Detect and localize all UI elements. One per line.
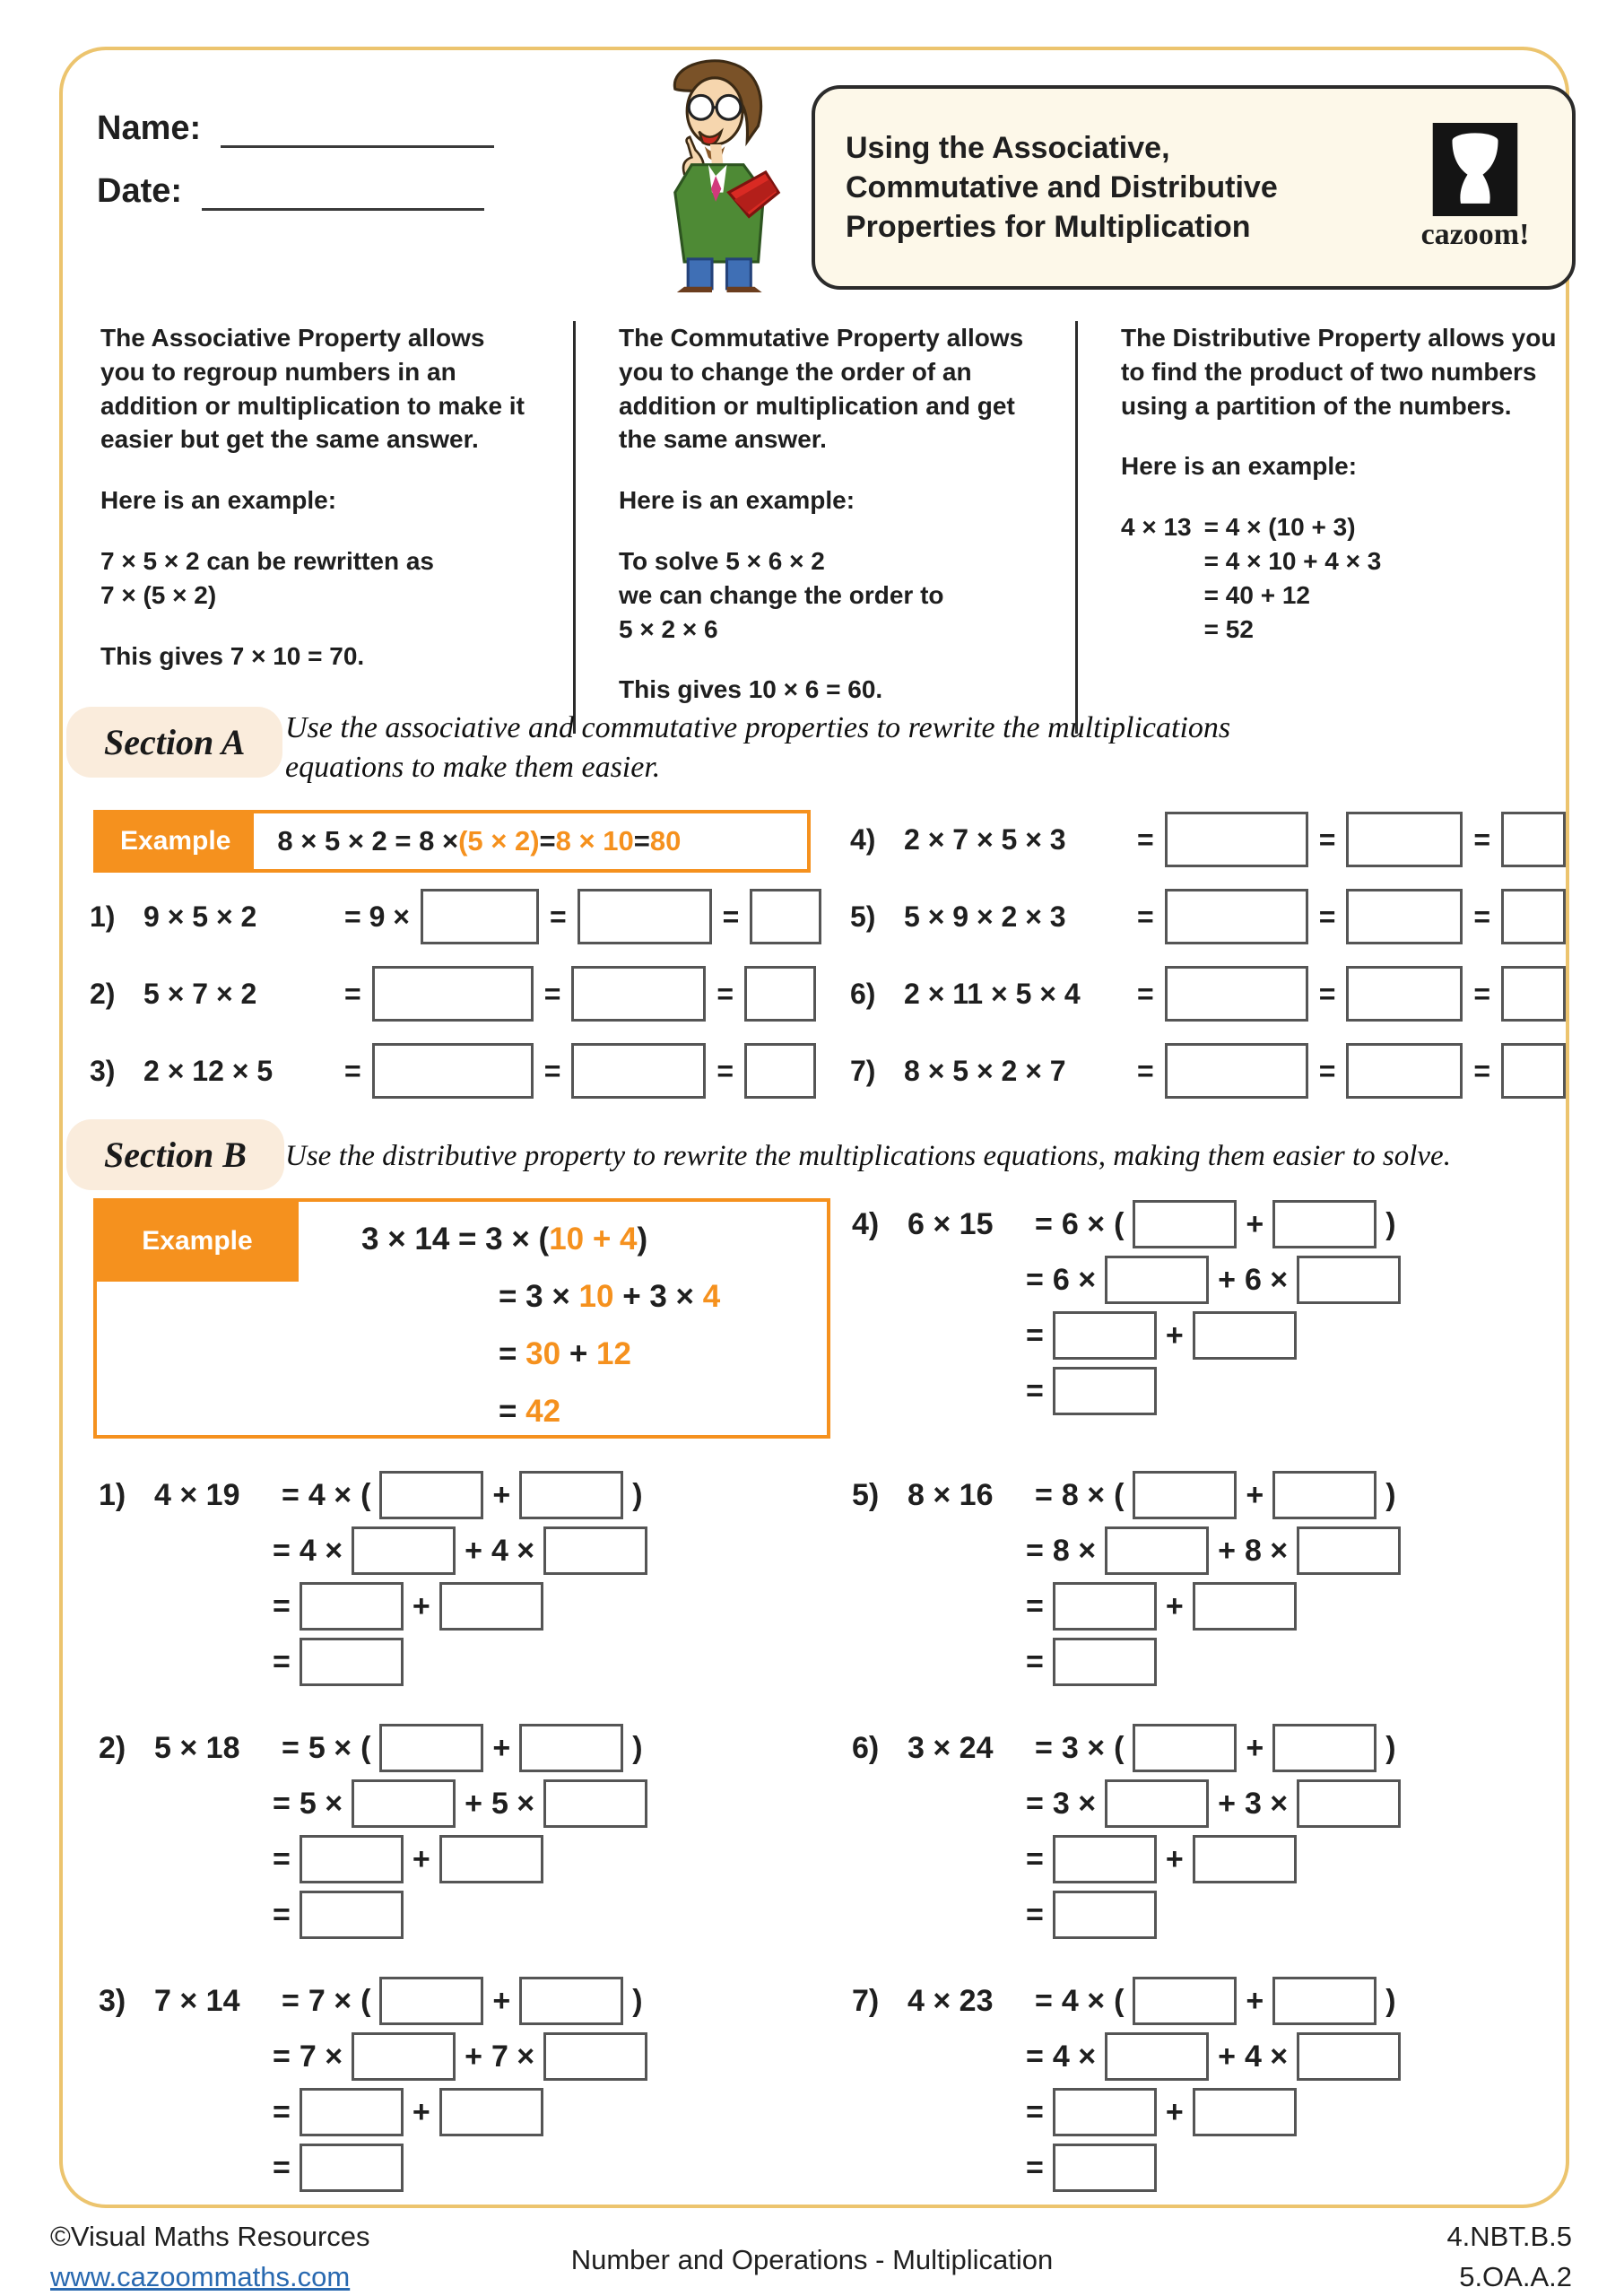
equals-sign: =	[273, 1786, 291, 1821]
answer-box[interactable]	[1346, 1043, 1463, 1099]
answer-box[interactable]	[1193, 1835, 1297, 1883]
multiplier: 4 ×	[1052, 2039, 1097, 2074]
equals-sign: =	[273, 2094, 291, 2129]
section-b-example-box	[93, 1198, 830, 1439]
plus-sign: +	[465, 1533, 482, 1568]
section-b-problem-6	[852, 1724, 1401, 1946]
plus-sign: +	[1165, 1588, 1184, 1623]
open-paren: (	[360, 1730, 371, 1765]
equals-prefix: =	[1137, 1054, 1154, 1087]
equals-prefix: =	[1137, 977, 1154, 1010]
plus-sign: +	[492, 1983, 511, 2018]
name-field	[97, 109, 494, 148]
problem-number: 3)	[99, 1983, 126, 2018]
multiplier: 3 ×	[1061, 1730, 1106, 1765]
section-b-problem-4	[852, 1200, 1401, 1422]
answer-box[interactable]	[1501, 966, 1566, 1022]
multiplier: 8 ×	[1052, 1533, 1097, 1568]
problem-number: 4)	[850, 822, 876, 856]
answer-box[interactable]	[1165, 889, 1308, 944]
section-a-problem-1	[90, 889, 821, 944]
close-paren: )	[632, 1730, 643, 1765]
equals-sign: =	[273, 1533, 291, 1568]
problem-number: 1)	[90, 900, 116, 933]
section-a-example-box	[93, 810, 811, 873]
answer-box[interactable]	[1297, 1526, 1401, 1575]
answer-box[interactable]	[1053, 1891, 1157, 1939]
answer-box[interactable]	[1105, 1779, 1209, 1828]
problem-number: 3)	[90, 1054, 116, 1087]
worksheet-title: Using the Associative, Commutative and Distributive Properties for Multiplication	[846, 130, 1278, 245]
standard-code-1: 4.NBT.B.5	[1446, 2221, 1572, 2252]
open-paren: (	[1114, 1206, 1125, 1241]
problem-number: 5)	[852, 1477, 880, 1512]
multiplier: 8 ×	[1244, 1533, 1289, 1568]
plus-sign: +	[492, 1730, 511, 1765]
answer-box[interactable]	[744, 1043, 816, 1099]
worksheet-title-box	[812, 85, 1576, 290]
section-a-example-equation: 8 × 5 × 2 = 8 × (5 × 2) = 8 × 10 = 80	[277, 825, 682, 857]
equals-sign: =	[1026, 1262, 1044, 1297]
answer-box[interactable]	[379, 1977, 483, 2025]
answer-box[interactable]	[1193, 1311, 1297, 1360]
equals-sign: =	[273, 1644, 291, 1679]
date-input-line[interactable]	[202, 172, 484, 211]
cazoom-logo-word: cazoom!	[1420, 218, 1530, 251]
section-b-problem-5	[852, 1471, 1401, 1693]
answer-box[interactable]	[578, 889, 712, 944]
answer-box[interactable]	[421, 889, 539, 944]
equals-sign: =	[1026, 2039, 1044, 2074]
problem-expression: 5 × 7 × 2	[143, 977, 257, 1010]
problem-expression: 2 × 7 × 5 × 3	[904, 822, 1066, 856]
equals-sign: =	[1026, 2094, 1044, 2129]
answer-box[interactable]	[1053, 2088, 1157, 2136]
answer-box[interactable]	[543, 1526, 647, 1575]
open-paren: (	[1114, 1730, 1125, 1765]
answer-box[interactable]	[1272, 1471, 1376, 1519]
problem-number: 7)	[852, 1983, 880, 2018]
answer-box[interactable]	[1105, 1256, 1209, 1304]
plus-sign: +	[465, 1786, 482, 1821]
answer-box[interactable]	[1133, 1977, 1237, 2025]
plus-sign: +	[1165, 1318, 1184, 1352]
equals-sign: =	[549, 900, 567, 933]
section-b-problem-3	[99, 1977, 647, 2199]
answer-box[interactable]	[300, 2144, 404, 2192]
equals-sign: =	[282, 1730, 300, 1765]
plus-sign: +	[1246, 1206, 1264, 1241]
equals-sign: =	[716, 1054, 734, 1087]
equals-prefix: = 9 ×	[344, 900, 410, 933]
answer-box[interactable]	[1165, 812, 1308, 867]
equals-sign: =	[1026, 1644, 1044, 1679]
multiplier: 4 ×	[1061, 1983, 1106, 2018]
answer-box[interactable]	[1501, 1043, 1566, 1099]
answer-box[interactable]	[1297, 2032, 1401, 2081]
answer-box[interactable]	[1297, 1256, 1401, 1304]
equals-prefix: =	[1137, 822, 1154, 856]
problem-expression: 2 × 12 × 5	[143, 1054, 274, 1087]
footer-topic-label: Number and Operations - Multiplication	[570, 2244, 1054, 2275]
equals-sign: =	[1035, 1730, 1053, 1765]
commutative-example-intro: Here is an example:	[619, 486, 855, 515]
answer-box[interactable]	[439, 2088, 543, 2136]
answer-box[interactable]	[372, 1043, 534, 1099]
equals-sign: =	[1318, 1054, 1336, 1087]
associative-result: This gives 7 × 10 = 70.	[100, 641, 365, 670]
multiplier: 4 ×	[308, 1477, 352, 1512]
plus-sign: +	[1246, 1983, 1264, 2018]
answer-box[interactable]	[1501, 889, 1566, 944]
problem-expression: 5 × 9 × 2 × 3	[904, 900, 1066, 933]
answer-box[interactable]	[372, 966, 534, 1022]
multiplier: 4 ×	[1244, 2039, 1289, 2074]
name-label: Name:	[97, 109, 202, 147]
equals-sign: =	[1473, 900, 1491, 933]
equals-sign: =	[1035, 1983, 1053, 2018]
answer-box[interactable]	[300, 1638, 404, 1686]
multiplier: 8 ×	[1061, 1477, 1106, 1512]
answer-box[interactable]	[1053, 2144, 1157, 2192]
problem-number: 6)	[852, 1730, 880, 1765]
answer-box[interactable]	[571, 966, 706, 1022]
equals-sign: =	[1473, 1054, 1491, 1087]
answer-box[interactable]	[1346, 966, 1463, 1022]
answer-box[interactable]	[750, 889, 821, 944]
answer-box[interactable]	[571, 1043, 706, 1099]
multiplier: 4 ×	[299, 1533, 343, 1568]
section-a-right-column	[850, 812, 1566, 1099]
multiplier: 6 ×	[1244, 1262, 1289, 1297]
answer-box[interactable]	[1501, 812, 1566, 867]
plus-sign: +	[1165, 2094, 1184, 2129]
plus-sign: +	[1218, 1533, 1236, 1568]
section-b-problem-7	[852, 1977, 1401, 2199]
answer-box[interactable]	[300, 2088, 404, 2136]
answer-box[interactable]	[439, 1835, 543, 1883]
equals-sign: =	[1318, 822, 1336, 856]
answer-box[interactable]	[379, 1471, 483, 1519]
name-input-line[interactable]	[221, 109, 494, 148]
answer-box[interactable]	[1053, 1835, 1157, 1883]
cazoom-drum-icon	[1432, 123, 1518, 216]
answer-box[interactable]	[1272, 1724, 1376, 1772]
answer-box[interactable]	[1053, 1582, 1157, 1631]
equals-sign: =	[273, 1897, 291, 1932]
equals-sign: =	[282, 1983, 300, 2018]
plus-sign: +	[412, 1841, 430, 1876]
equals-sign: =	[273, 1841, 291, 1876]
teacher-cartoon-illustration	[617, 54, 807, 294]
open-paren: (	[1114, 1477, 1125, 1512]
equals-sign: =	[273, 2039, 291, 2074]
answer-box[interactable]	[1133, 1471, 1237, 1519]
multiplier: 6 ×	[1061, 1206, 1106, 1241]
multiplier: 3 ×	[1052, 1786, 1097, 1821]
plus-sign: +	[492, 1477, 511, 1512]
equals-sign: =	[716, 977, 734, 1010]
section-a-problem-7	[850, 1043, 1566, 1099]
answer-box[interactable]	[1053, 1367, 1157, 1415]
equals-sign: =	[1026, 2150, 1044, 2185]
close-paren: )	[632, 1983, 643, 2018]
multiplier: 7 ×	[491, 2039, 535, 2074]
property-explanations	[100, 321, 1562, 734]
multiplier: 5 ×	[299, 1786, 343, 1821]
equals-sign: =	[1473, 822, 1491, 856]
distributive-paragraph: The Distributive Property allows you to find the product of two numbers using a partition of the numbers.	[1121, 324, 1557, 420]
website-link[interactable]: www.cazoommaths.com	[50, 2260, 351, 2292]
equals-sign: =	[1026, 1897, 1044, 1932]
problem-expression: 7 × 14	[154, 1983, 240, 2018]
answer-box[interactable]	[543, 2032, 647, 2081]
associative-paragraph: The Associative Property allows you to regroup numbers in an addition or multiplication to make it easier but get the same answer.	[100, 324, 525, 454]
plus-sign: +	[1165, 1841, 1184, 1876]
answer-box[interactable]	[300, 1835, 404, 1883]
problem-expression: 5 × 18	[154, 1730, 240, 1765]
answer-box[interactable]	[300, 1891, 404, 1939]
section-b-example-equations: 3 × 14 = 3 × (10 + 4) = 3 × 10 + 3 × 4 = 30 + 12 = 42	[361, 1222, 721, 1429]
answer-box[interactable]	[1272, 1977, 1376, 2025]
multiplier: 7 ×	[308, 1983, 352, 2018]
cazoom-logo	[1403, 123, 1547, 252]
plus-sign: +	[412, 1588, 430, 1623]
problem-number: 2)	[90, 977, 116, 1010]
commutative-property-column: The Commutative Property allows you to change the order of an addition or multiplication and get the same answer. Here is an example: To solve 5 × 6 × 2 we can change the order to 5 × 2 × 6 This gives 10 × 6 = 60.	[573, 321, 1075, 734]
equals-prefix: =	[344, 977, 361, 1010]
copyright-text: ©Visual Maths Resources	[50, 2221, 370, 2252]
associative-example-intro: Here is an example:	[100, 486, 337, 515]
answer-box[interactable]	[1297, 1779, 1401, 1828]
associative-property-column: The Associative Property allows you to regroup numbers in an addition or multiplication to make it easier but get the same answer. Here is an example: 7 × 5 × 2 can be rewritten as 7 × (5 × 2) This gives 7 × 10 = 70.	[100, 321, 573, 734]
answer-box[interactable]	[352, 1526, 456, 1575]
open-paren: (	[360, 1983, 371, 2018]
problem-expression: 4 × 19	[154, 1477, 240, 1512]
multiplier: 6 ×	[1052, 1262, 1097, 1297]
answer-box[interactable]	[1193, 2088, 1297, 2136]
problem-number: 1)	[99, 1477, 126, 1512]
problem-expression: 8 × 16	[908, 1477, 994, 1512]
equals-prefix: =	[344, 1054, 361, 1087]
problem-number: 7)	[850, 1054, 876, 1087]
equals-sign: =	[1318, 977, 1336, 1010]
section-b-instructions: Use the distributive property to rewrite the multiplications equations, making them easier to solve.	[285, 1140, 1451, 1172]
problem-expression: 9 × 5 × 2	[143, 900, 257, 933]
open-paren: (	[1114, 1983, 1125, 2018]
distributive-property-column	[1075, 321, 1562, 734]
answer-box[interactable]	[1346, 889, 1463, 944]
problem-expression: 8 × 5 × 2 × 7	[904, 1054, 1066, 1087]
footer-standards	[1446, 2217, 1572, 2296]
answer-box[interactable]	[1272, 1200, 1376, 1248]
answer-box[interactable]	[1053, 1638, 1157, 1686]
answer-box[interactable]	[1165, 966, 1308, 1022]
equals-sign: =	[1026, 1533, 1044, 1568]
problem-number: 4)	[852, 1206, 880, 1241]
plus-sign: +	[1246, 1730, 1264, 1765]
answer-box[interactable]	[1133, 1724, 1237, 1772]
answer-box[interactable]	[744, 966, 816, 1022]
equals-sign: =	[543, 977, 561, 1010]
problem-number: 6)	[850, 977, 876, 1010]
plus-sign: +	[1218, 1262, 1236, 1297]
answer-box[interactable]	[519, 1977, 623, 2025]
answer-box[interactable]	[519, 1724, 623, 1772]
answer-box[interactable]	[519, 1471, 623, 1519]
equals-sign: =	[1473, 977, 1491, 1010]
close-paren: )	[1385, 1730, 1396, 1765]
close-paren: )	[1385, 1206, 1396, 1241]
answer-box[interactable]	[543, 1779, 647, 1828]
answer-box[interactable]	[1346, 812, 1463, 867]
answer-box[interactable]	[1053, 1311, 1157, 1360]
equals-sign: =	[1026, 1373, 1044, 1408]
equals-sign: =	[1318, 900, 1336, 933]
answer-box[interactable]	[300, 1582, 404, 1631]
open-paren: (	[360, 1477, 371, 1512]
plus-sign: +	[465, 2039, 482, 2074]
problem-number: 2)	[99, 1730, 126, 1765]
answer-box[interactable]	[1133, 1200, 1237, 1248]
multiplier: 3 ×	[1244, 1786, 1289, 1821]
multiplier: 5 ×	[491, 1786, 535, 1821]
problem-expression: 6 × 15	[908, 1206, 994, 1241]
answer-box[interactable]	[352, 1779, 456, 1828]
multiplier: 7 ×	[299, 2039, 343, 2074]
equals-sign: =	[282, 1477, 300, 1512]
equals-sign: =	[1026, 1588, 1044, 1623]
problem-expression: 4 × 23	[908, 1983, 994, 2018]
close-paren: )	[1385, 1983, 1396, 2018]
answer-box[interactable]	[352, 2032, 456, 2081]
equals-sign: =	[273, 2150, 291, 2185]
equals-sign: =	[543, 1054, 561, 1087]
problem-number: 5)	[850, 900, 876, 933]
plus-sign: +	[1246, 1477, 1264, 1512]
problem-expression: 2 × 11 × 5 × 4	[904, 977, 1081, 1010]
equals-sign: =	[722, 900, 740, 933]
section-a-problem-5	[850, 889, 1566, 944]
standard-code-2: 5.OA.A.2	[1459, 2260, 1572, 2292]
plus-sign: +	[412, 2094, 430, 2129]
answer-box[interactable]	[379, 1724, 483, 1772]
section-a-instructions: Use the associative and commutative properties to rewrite the multiplications equations to make them easier.	[285, 711, 1231, 784]
equals-sign: =	[273, 1588, 291, 1623]
section-a-problem-6	[850, 966, 1566, 1022]
answer-box[interactable]	[439, 1582, 543, 1631]
equals-sign: =	[1035, 1477, 1053, 1512]
multiplier: 4 ×	[491, 1533, 535, 1568]
equals-sign: =	[1026, 1318, 1044, 1352]
answer-box[interactable]	[1165, 1043, 1308, 1099]
commutative-paragraph: The Commutative Property allows you to change the order of an addition or multiplication and get the same answer.	[619, 324, 1024, 454]
close-paren: )	[1385, 1477, 1396, 1512]
section-a-problem-4	[850, 812, 1566, 867]
section-a-problem-2	[90, 966, 821, 1022]
section-b-label: Section B	[66, 1119, 284, 1190]
answer-box[interactable]	[1105, 1526, 1209, 1575]
plus-sign: +	[1218, 1786, 1236, 1821]
close-paren: )	[632, 1477, 643, 1512]
plus-sign: +	[1218, 2039, 1236, 2074]
section-b-problem-1	[99, 1471, 647, 1693]
example-tab: Example	[97, 813, 254, 869]
answer-box[interactable]	[1105, 2032, 1209, 2081]
date-field	[97, 172, 484, 211]
equals-sign: =	[1026, 1841, 1044, 1876]
section-a-left-column	[90, 889, 821, 1099]
equals-sign: =	[1026, 1786, 1044, 1821]
equals-prefix: =	[1137, 900, 1154, 933]
section-a-problem-3	[90, 1043, 821, 1099]
problem-expression: 3 × 24	[908, 1730, 994, 1765]
date-label: Date:	[97, 172, 183, 210]
example-tab: Example	[96, 1201, 299, 1282]
distributive-example-equation: 4 × 13 = 4 × (10 + 3) = 4 × 10 + 4 × 3 = 40 + 12 = 52	[1121, 513, 1382, 643]
commutative-result: This gives 10 × 6 = 60.	[619, 675, 883, 704]
section-b-problem-2	[99, 1724, 647, 1946]
equals-sign: =	[1035, 1206, 1053, 1241]
section-a-label: Section A	[66, 707, 282, 778]
multiplier: 5 ×	[308, 1730, 352, 1765]
answer-box[interactable]	[1193, 1582, 1297, 1631]
distributive-example-intro: Here is an example:	[1121, 452, 1358, 481]
